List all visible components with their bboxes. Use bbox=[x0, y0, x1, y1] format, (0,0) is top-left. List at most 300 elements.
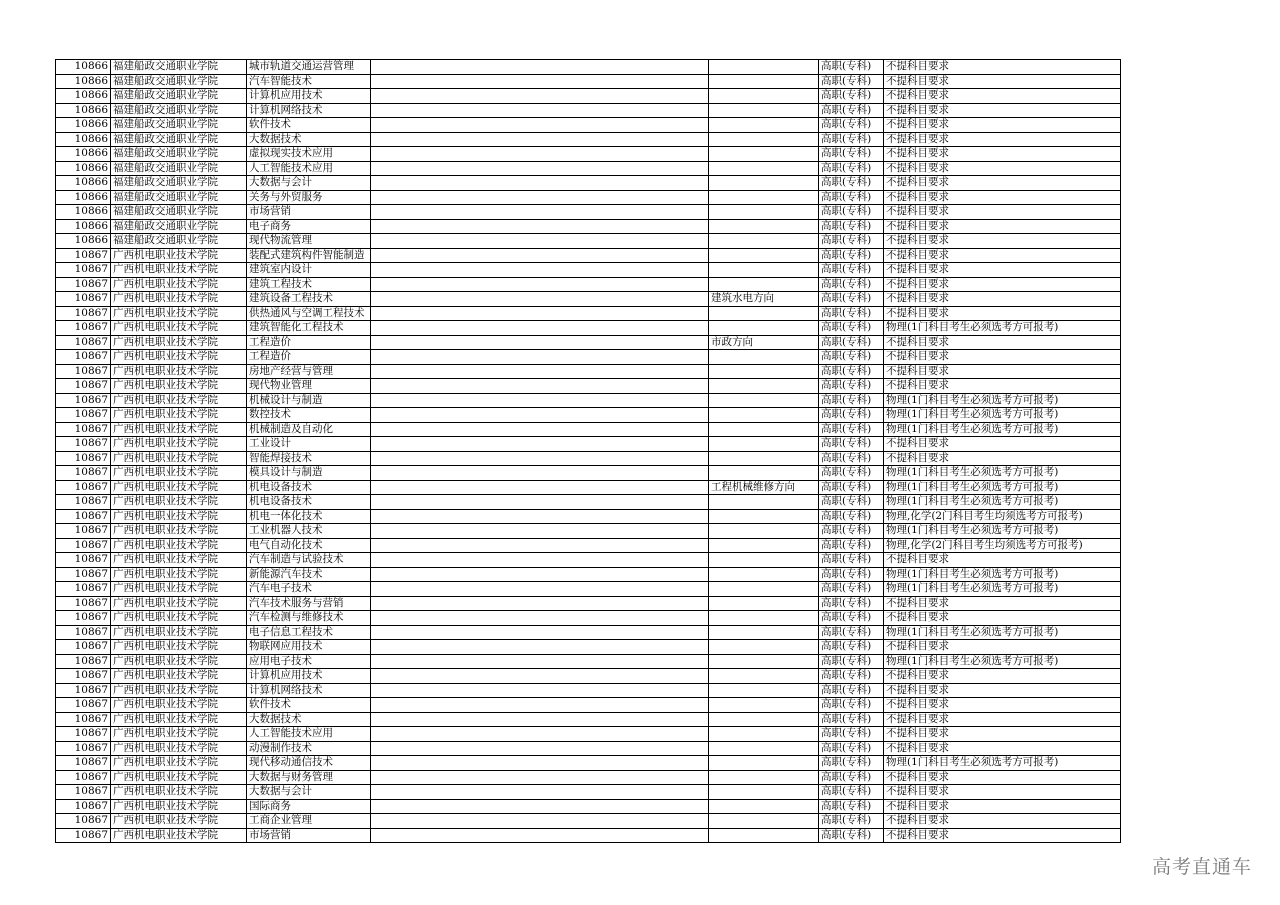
table-row bbox=[56, 147, 1121, 162]
table-row bbox=[56, 205, 1121, 220]
blank-cell bbox=[371, 582, 709, 597]
direction-cell bbox=[709, 132, 819, 147]
level-cell: 高职(专科) bbox=[819, 74, 884, 89]
institution-code-cell: 10866 bbox=[56, 103, 111, 118]
institution-code-cell: 10866 bbox=[56, 118, 111, 133]
institution-code-cell: 10867 bbox=[56, 292, 111, 307]
institution-code-cell: 10867 bbox=[56, 654, 111, 669]
level-cell: 高职(专科) bbox=[819, 219, 884, 234]
subject-requirement-cell: 不提科目要求 bbox=[884, 828, 1121, 843]
level-cell: 高职(专科) bbox=[819, 683, 884, 698]
subject-requirement-cell: 物理(1门科目考生必须选考方可报考) bbox=[884, 582, 1121, 597]
level-cell: 高职(专科) bbox=[819, 350, 884, 365]
subject-requirement-cell: 不提科目要求 bbox=[884, 103, 1121, 118]
direction-cell bbox=[709, 814, 819, 829]
table-row bbox=[56, 219, 1121, 234]
level-cell: 高职(专科) bbox=[819, 103, 884, 118]
major-name-cell: 人工智能技术应用 bbox=[247, 161, 371, 176]
institution-code-cell: 10867 bbox=[56, 582, 111, 597]
major-name-cell: 计算机应用技术 bbox=[247, 89, 371, 104]
level-cell: 高职(专科) bbox=[819, 248, 884, 263]
direction-cell bbox=[709, 640, 819, 655]
enrollment-table-body bbox=[56, 60, 1121, 843]
major-name-cell: 工程造价 bbox=[247, 335, 371, 350]
institution-name-cell: 广西机电职业技术学院 bbox=[111, 814, 247, 829]
level-cell: 高职(专科) bbox=[819, 379, 884, 394]
table-row bbox=[56, 364, 1121, 379]
subject-requirement-cell: 物理(1门科目考生必须选考方可报考) bbox=[884, 408, 1121, 423]
subject-requirement-cell: 物理(1门科目考生必须选考方可报考) bbox=[884, 567, 1121, 582]
table-row bbox=[56, 437, 1121, 452]
major-name-cell: 智能焊接技术 bbox=[247, 451, 371, 466]
blank-cell bbox=[371, 161, 709, 176]
direction-cell bbox=[709, 683, 819, 698]
major-name-cell: 电气自动化技术 bbox=[247, 538, 371, 553]
level-cell: 高职(专科) bbox=[819, 408, 884, 423]
institution-code-cell: 10866 bbox=[56, 176, 111, 191]
blank-cell bbox=[371, 364, 709, 379]
subject-requirement-cell: 物理(1门科目考生必须选考方可报考) bbox=[884, 321, 1121, 336]
blank-cell bbox=[371, 712, 709, 727]
blank-cell bbox=[371, 669, 709, 684]
institution-code-cell: 10867 bbox=[56, 306, 111, 321]
institution-code-cell: 10867 bbox=[56, 625, 111, 640]
subject-requirement-cell: 不提科目要求 bbox=[884, 611, 1121, 626]
major-name-cell: 模具设计与制造 bbox=[247, 466, 371, 481]
direction-cell bbox=[709, 451, 819, 466]
table-row bbox=[56, 103, 1121, 118]
blank-cell bbox=[371, 466, 709, 481]
table-row bbox=[56, 625, 1121, 640]
blank-cell bbox=[371, 147, 709, 162]
institution-code-cell: 10867 bbox=[56, 393, 111, 408]
blank-cell bbox=[371, 277, 709, 292]
subject-requirement-cell: 不提科目要求 bbox=[884, 770, 1121, 785]
major-name-cell: 现代物流管理 bbox=[247, 234, 371, 249]
blank-cell bbox=[371, 292, 709, 307]
subject-requirement-cell: 不提科目要求 bbox=[884, 335, 1121, 350]
blank-cell bbox=[371, 408, 709, 423]
table-row bbox=[56, 60, 1121, 75]
blank-cell bbox=[371, 306, 709, 321]
direction-cell bbox=[709, 538, 819, 553]
blank-cell bbox=[371, 321, 709, 336]
direction-cell bbox=[709, 147, 819, 162]
level-cell: 高职(专科) bbox=[819, 205, 884, 220]
institution-code-cell: 10867 bbox=[56, 828, 111, 843]
blank-cell bbox=[371, 625, 709, 640]
institution-name-cell: 广西机电职业技术学院 bbox=[111, 553, 247, 568]
table-row bbox=[56, 567, 1121, 582]
institution-code-cell: 10867 bbox=[56, 509, 111, 524]
major-name-cell: 软件技术 bbox=[247, 698, 371, 713]
level-cell: 高职(专科) bbox=[819, 335, 884, 350]
blank-cell bbox=[371, 683, 709, 698]
institution-name-cell: 广西机电职业技术学院 bbox=[111, 335, 247, 350]
major-name-cell: 建筑工程技术 bbox=[247, 277, 371, 292]
major-name-cell: 新能源汽车技术 bbox=[247, 567, 371, 582]
table-row bbox=[56, 393, 1121, 408]
institution-name-cell: 福建船政交通职业学院 bbox=[111, 161, 247, 176]
level-cell: 高职(专科) bbox=[819, 190, 884, 205]
direction-cell bbox=[709, 277, 819, 292]
institution-name-cell: 广西机电职业技术学院 bbox=[111, 524, 247, 539]
major-name-cell: 工商企业管理 bbox=[247, 814, 371, 829]
institution-name-cell: 广西机电职业技术学院 bbox=[111, 799, 247, 814]
direction-cell bbox=[709, 495, 819, 510]
major-name-cell: 电子商务 bbox=[247, 219, 371, 234]
table-row bbox=[56, 248, 1121, 263]
direction-cell bbox=[709, 625, 819, 640]
blank-cell bbox=[371, 422, 709, 437]
blank-cell bbox=[371, 828, 709, 843]
subject-requirement-cell: 不提科目要求 bbox=[884, 132, 1121, 147]
major-name-cell: 大数据与会计 bbox=[247, 176, 371, 191]
subject-requirement-cell: 物理(1门科目考生必须选考方可报考) bbox=[884, 466, 1121, 481]
major-name-cell: 建筑智能化工程技术 bbox=[247, 321, 371, 336]
subject-requirement-cell: 不提科目要求 bbox=[884, 219, 1121, 234]
major-name-cell: 大数据技术 bbox=[247, 132, 371, 147]
level-cell: 高职(专科) bbox=[819, 756, 884, 771]
institution-code-cell: 10867 bbox=[56, 567, 111, 582]
institution-name-cell: 广西机电职业技术学院 bbox=[111, 451, 247, 466]
institution-code-cell: 10867 bbox=[56, 669, 111, 684]
major-name-cell: 计算机应用技术 bbox=[247, 669, 371, 684]
institution-code-cell: 10867 bbox=[56, 712, 111, 727]
institution-code-cell: 10867 bbox=[56, 785, 111, 800]
institution-code-cell: 10866 bbox=[56, 190, 111, 205]
level-cell: 高职(专科) bbox=[819, 393, 884, 408]
blank-cell bbox=[371, 509, 709, 524]
direction-cell bbox=[709, 205, 819, 220]
subject-requirement-cell: 不提科目要求 bbox=[884, 799, 1121, 814]
blank-cell bbox=[371, 74, 709, 89]
major-name-cell: 国际商务 bbox=[247, 799, 371, 814]
institution-name-cell: 福建船政交通职业学院 bbox=[111, 205, 247, 220]
table-row bbox=[56, 611, 1121, 626]
institution-name-cell: 广西机电职业技术学院 bbox=[111, 785, 247, 800]
major-name-cell: 关务与外贸服务 bbox=[247, 190, 371, 205]
direction-cell: 工程机械维修方向 bbox=[709, 480, 819, 495]
blank-cell bbox=[371, 350, 709, 365]
institution-code-cell: 10867 bbox=[56, 422, 111, 437]
blank-cell bbox=[371, 451, 709, 466]
level-cell: 高职(专科) bbox=[819, 509, 884, 524]
level-cell: 高职(专科) bbox=[819, 118, 884, 133]
major-name-cell: 市场营销 bbox=[247, 828, 371, 843]
institution-name-cell: 广西机电职业技术学院 bbox=[111, 350, 247, 365]
direction-cell bbox=[709, 582, 819, 597]
blank-cell bbox=[371, 103, 709, 118]
table-row bbox=[56, 292, 1121, 307]
major-name-cell: 动漫制作技术 bbox=[247, 741, 371, 756]
level-cell: 高职(专科) bbox=[819, 147, 884, 162]
table-row bbox=[56, 524, 1121, 539]
institution-code-cell: 10866 bbox=[56, 132, 111, 147]
institution-code-cell: 10867 bbox=[56, 611, 111, 626]
institution-code-cell: 10867 bbox=[56, 538, 111, 553]
subject-requirement-cell: 不提科目要求 bbox=[884, 350, 1121, 365]
subject-requirement-cell: 不提科目要求 bbox=[884, 306, 1121, 321]
level-cell: 高职(专科) bbox=[819, 538, 884, 553]
level-cell: 高职(专科) bbox=[819, 669, 884, 684]
table-row bbox=[56, 335, 1121, 350]
blank-cell bbox=[371, 480, 709, 495]
direction-cell bbox=[709, 466, 819, 481]
institution-name-cell: 广西机电职业技术学院 bbox=[111, 292, 247, 307]
institution-code-cell: 10867 bbox=[56, 727, 111, 742]
blank-cell bbox=[371, 190, 709, 205]
institution-name-cell: 广西机电职业技术学院 bbox=[111, 306, 247, 321]
level-cell: 高职(专科) bbox=[819, 495, 884, 510]
institution-name-cell: 广西机电职业技术学院 bbox=[111, 263, 247, 278]
subject-requirement-cell: 不提科目要求 bbox=[884, 437, 1121, 452]
subject-requirement-cell: 不提科目要求 bbox=[884, 814, 1121, 829]
direction-cell bbox=[709, 234, 819, 249]
table-row bbox=[56, 408, 1121, 423]
institution-name-cell: 广西机电职业技术学院 bbox=[111, 480, 247, 495]
institution-code-cell: 10867 bbox=[56, 553, 111, 568]
blank-cell bbox=[371, 654, 709, 669]
direction-cell bbox=[709, 770, 819, 785]
blank-cell bbox=[371, 741, 709, 756]
table-row bbox=[56, 495, 1121, 510]
institution-name-cell: 福建船政交通职业学院 bbox=[111, 74, 247, 89]
table-row bbox=[56, 596, 1121, 611]
major-name-cell: 装配式建筑构件智能制造 bbox=[247, 248, 371, 263]
table-row bbox=[56, 350, 1121, 365]
institution-code-cell: 10866 bbox=[56, 234, 111, 249]
subject-requirement-cell: 不提科目要求 bbox=[884, 147, 1121, 162]
direction-cell bbox=[709, 350, 819, 365]
direction-cell: 市政方向 bbox=[709, 335, 819, 350]
subject-requirement-cell: 不提科目要求 bbox=[884, 292, 1121, 307]
subject-requirement-cell: 不提科目要求 bbox=[884, 161, 1121, 176]
direction-cell bbox=[709, 785, 819, 800]
table-row bbox=[56, 306, 1121, 321]
institution-name-cell: 广西机电职业技术学院 bbox=[111, 611, 247, 626]
level-cell: 高职(专科) bbox=[819, 292, 884, 307]
institution-name-cell: 广西机电职业技术学院 bbox=[111, 770, 247, 785]
direction-cell bbox=[709, 756, 819, 771]
direction-cell bbox=[709, 712, 819, 727]
direction-cell bbox=[709, 437, 819, 452]
table-row bbox=[56, 741, 1121, 756]
major-name-cell: 汽车电子技术 bbox=[247, 582, 371, 597]
institution-code-cell: 10867 bbox=[56, 495, 111, 510]
subject-requirement-cell: 不提科目要求 bbox=[884, 74, 1121, 89]
major-name-cell: 大数据与财务管理 bbox=[247, 770, 371, 785]
direction-cell bbox=[709, 611, 819, 626]
subject-requirement-cell: 不提科目要求 bbox=[884, 118, 1121, 133]
table-row bbox=[56, 654, 1121, 669]
direction-cell bbox=[709, 828, 819, 843]
institution-code-cell: 10866 bbox=[56, 60, 111, 75]
table-row bbox=[56, 814, 1121, 829]
subject-requirement-cell: 不提科目要求 bbox=[884, 205, 1121, 220]
major-name-cell: 供热通风与空调工程技术 bbox=[247, 306, 371, 321]
blank-cell bbox=[371, 799, 709, 814]
major-name-cell: 大数据与会计 bbox=[247, 785, 371, 800]
institution-code-cell: 10867 bbox=[56, 480, 111, 495]
direction-cell bbox=[709, 263, 819, 278]
level-cell: 高职(专科) bbox=[819, 582, 884, 597]
direction-cell bbox=[709, 727, 819, 742]
institution-code-cell: 10867 bbox=[56, 466, 111, 481]
major-name-cell: 现代移动通信技术 bbox=[247, 756, 371, 771]
table-row bbox=[56, 669, 1121, 684]
blank-cell bbox=[371, 611, 709, 626]
level-cell: 高职(专科) bbox=[819, 161, 884, 176]
institution-name-cell: 福建船政交通职业学院 bbox=[111, 60, 247, 75]
table-row bbox=[56, 785, 1121, 800]
table-row bbox=[56, 582, 1121, 597]
table-row bbox=[56, 74, 1121, 89]
major-name-cell: 建筑室内设计 bbox=[247, 263, 371, 278]
institution-name-cell: 福建船政交通职业学院 bbox=[111, 147, 247, 162]
institution-name-cell: 广西机电职业技术学院 bbox=[111, 712, 247, 727]
institution-name-cell: 福建船政交通职业学院 bbox=[111, 118, 247, 133]
institution-name-cell: 广西机电职业技术学院 bbox=[111, 277, 247, 292]
major-name-cell: 软件技术 bbox=[247, 118, 371, 133]
level-cell: 高职(专科) bbox=[819, 712, 884, 727]
institution-name-cell: 广西机电职业技术学院 bbox=[111, 683, 247, 698]
direction-cell bbox=[709, 89, 819, 104]
subject-requirement-cell: 不提科目要求 bbox=[884, 669, 1121, 684]
institution-name-cell: 广西机电职业技术学院 bbox=[111, 509, 247, 524]
subject-requirement-cell: 物理(1门科目考生必须选考方可报考) bbox=[884, 625, 1121, 640]
level-cell: 高职(专科) bbox=[819, 553, 884, 568]
institution-code-cell: 10867 bbox=[56, 321, 111, 336]
institution-code-cell: 10866 bbox=[56, 161, 111, 176]
institution-code-cell: 10866 bbox=[56, 205, 111, 220]
table-row bbox=[56, 89, 1121, 104]
institution-name-cell: 广西机电职业技术学院 bbox=[111, 495, 247, 510]
major-name-cell: 人工智能技术应用 bbox=[247, 727, 371, 742]
direction-cell bbox=[709, 654, 819, 669]
table-row bbox=[56, 451, 1121, 466]
blank-cell bbox=[371, 698, 709, 713]
direction-cell bbox=[709, 509, 819, 524]
blank-cell bbox=[371, 553, 709, 568]
institution-name-cell: 广西机电职业技术学院 bbox=[111, 408, 247, 423]
table-row bbox=[56, 509, 1121, 524]
level-cell: 高职(专科) bbox=[819, 263, 884, 278]
direction-cell bbox=[709, 364, 819, 379]
institution-name-cell: 福建船政交通职业学院 bbox=[111, 190, 247, 205]
table-row bbox=[56, 190, 1121, 205]
institution-name-cell: 广西机电职业技术学院 bbox=[111, 727, 247, 742]
blank-cell bbox=[371, 814, 709, 829]
direction-cell bbox=[709, 60, 819, 75]
blank-cell bbox=[371, 756, 709, 771]
institution-code-cell: 10867 bbox=[56, 814, 111, 829]
institution-code-cell: 10867 bbox=[56, 437, 111, 452]
blank-cell bbox=[371, 640, 709, 655]
blank-cell bbox=[371, 219, 709, 234]
level-cell: 高职(专科) bbox=[819, 89, 884, 104]
level-cell: 高职(专科) bbox=[819, 828, 884, 843]
table-row bbox=[56, 828, 1121, 843]
institution-code-cell: 10867 bbox=[56, 263, 111, 278]
institution-name-cell: 广西机电职业技术学院 bbox=[111, 741, 247, 756]
direction-cell bbox=[709, 321, 819, 336]
direction-cell bbox=[709, 74, 819, 89]
subject-requirement-cell: 不提科目要求 bbox=[884, 364, 1121, 379]
institution-name-cell: 福建船政交通职业学院 bbox=[111, 89, 247, 104]
level-cell: 高职(专科) bbox=[819, 60, 884, 75]
major-name-cell: 建筑设备工程技术 bbox=[247, 292, 371, 307]
blank-cell bbox=[371, 495, 709, 510]
major-name-cell: 工业机器人技术 bbox=[247, 524, 371, 539]
table-row bbox=[56, 538, 1121, 553]
institution-code-cell: 10867 bbox=[56, 698, 111, 713]
level-cell: 高职(专科) bbox=[819, 799, 884, 814]
table-row bbox=[56, 480, 1121, 495]
subject-requirement-cell: 物理(1门科目考生必须选考方可报考) bbox=[884, 393, 1121, 408]
major-name-cell: 汽车智能技术 bbox=[247, 74, 371, 89]
major-name-cell: 机械制造及自动化 bbox=[247, 422, 371, 437]
subject-requirement-cell: 不提科目要求 bbox=[884, 596, 1121, 611]
major-name-cell: 汽车制造与试验技术 bbox=[247, 553, 371, 568]
level-cell: 高职(专科) bbox=[819, 654, 884, 669]
institution-name-cell: 广西机电职业技术学院 bbox=[111, 466, 247, 481]
subject-requirement-cell: 物理(1门科目考生必须选考方可报考) bbox=[884, 495, 1121, 510]
institution-name-cell: 广西机电职业技术学院 bbox=[111, 698, 247, 713]
institution-code-cell: 10867 bbox=[56, 770, 111, 785]
subject-requirement-cell: 不提科目要求 bbox=[884, 727, 1121, 742]
institution-name-cell: 福建船政交通职业学院 bbox=[111, 103, 247, 118]
institution-code-cell: 10867 bbox=[56, 350, 111, 365]
blank-cell bbox=[371, 234, 709, 249]
level-cell: 高职(专科) bbox=[819, 741, 884, 756]
institution-code-cell: 10867 bbox=[56, 408, 111, 423]
institution-name-cell: 福建船政交通职业学院 bbox=[111, 176, 247, 191]
institution-name-cell: 广西机电职业技术学院 bbox=[111, 393, 247, 408]
major-name-cell: 汽车检测与维修技术 bbox=[247, 611, 371, 626]
table-row bbox=[56, 756, 1121, 771]
blank-cell bbox=[371, 538, 709, 553]
institution-code-cell: 10867 bbox=[56, 524, 111, 539]
direction-cell bbox=[709, 161, 819, 176]
institution-code-cell: 10867 bbox=[56, 451, 111, 466]
institution-name-cell: 广西机电职业技术学院 bbox=[111, 422, 247, 437]
institution-code-cell: 10866 bbox=[56, 89, 111, 104]
subject-requirement-cell: 不提科目要求 bbox=[884, 60, 1121, 75]
table-row bbox=[56, 263, 1121, 278]
level-cell: 高职(专科) bbox=[819, 524, 884, 539]
table-row bbox=[56, 553, 1121, 568]
institution-code-cell: 10866 bbox=[56, 147, 111, 162]
institution-code-cell: 10867 bbox=[56, 596, 111, 611]
level-cell: 高职(专科) bbox=[819, 132, 884, 147]
major-name-cell: 虚拟现实技术应用 bbox=[247, 147, 371, 162]
level-cell: 高职(专科) bbox=[819, 422, 884, 437]
institution-code-cell: 10867 bbox=[56, 364, 111, 379]
blank-cell bbox=[371, 596, 709, 611]
direction-cell bbox=[709, 422, 819, 437]
table-row bbox=[56, 727, 1121, 742]
watermark-text: 高考直通车 bbox=[1151, 856, 1252, 878]
subject-requirement-cell: 物理(1门科目考生必须选考方可报考) bbox=[884, 756, 1121, 771]
institution-name-cell: 广西机电职业技术学院 bbox=[111, 379, 247, 394]
table-row bbox=[56, 698, 1121, 713]
institution-name-cell: 广西机电职业技术学院 bbox=[111, 640, 247, 655]
institution-name-cell: 广西机电职业技术学院 bbox=[111, 625, 247, 640]
blank-cell bbox=[371, 727, 709, 742]
level-cell: 高职(专科) bbox=[819, 640, 884, 655]
table-row bbox=[56, 379, 1121, 394]
